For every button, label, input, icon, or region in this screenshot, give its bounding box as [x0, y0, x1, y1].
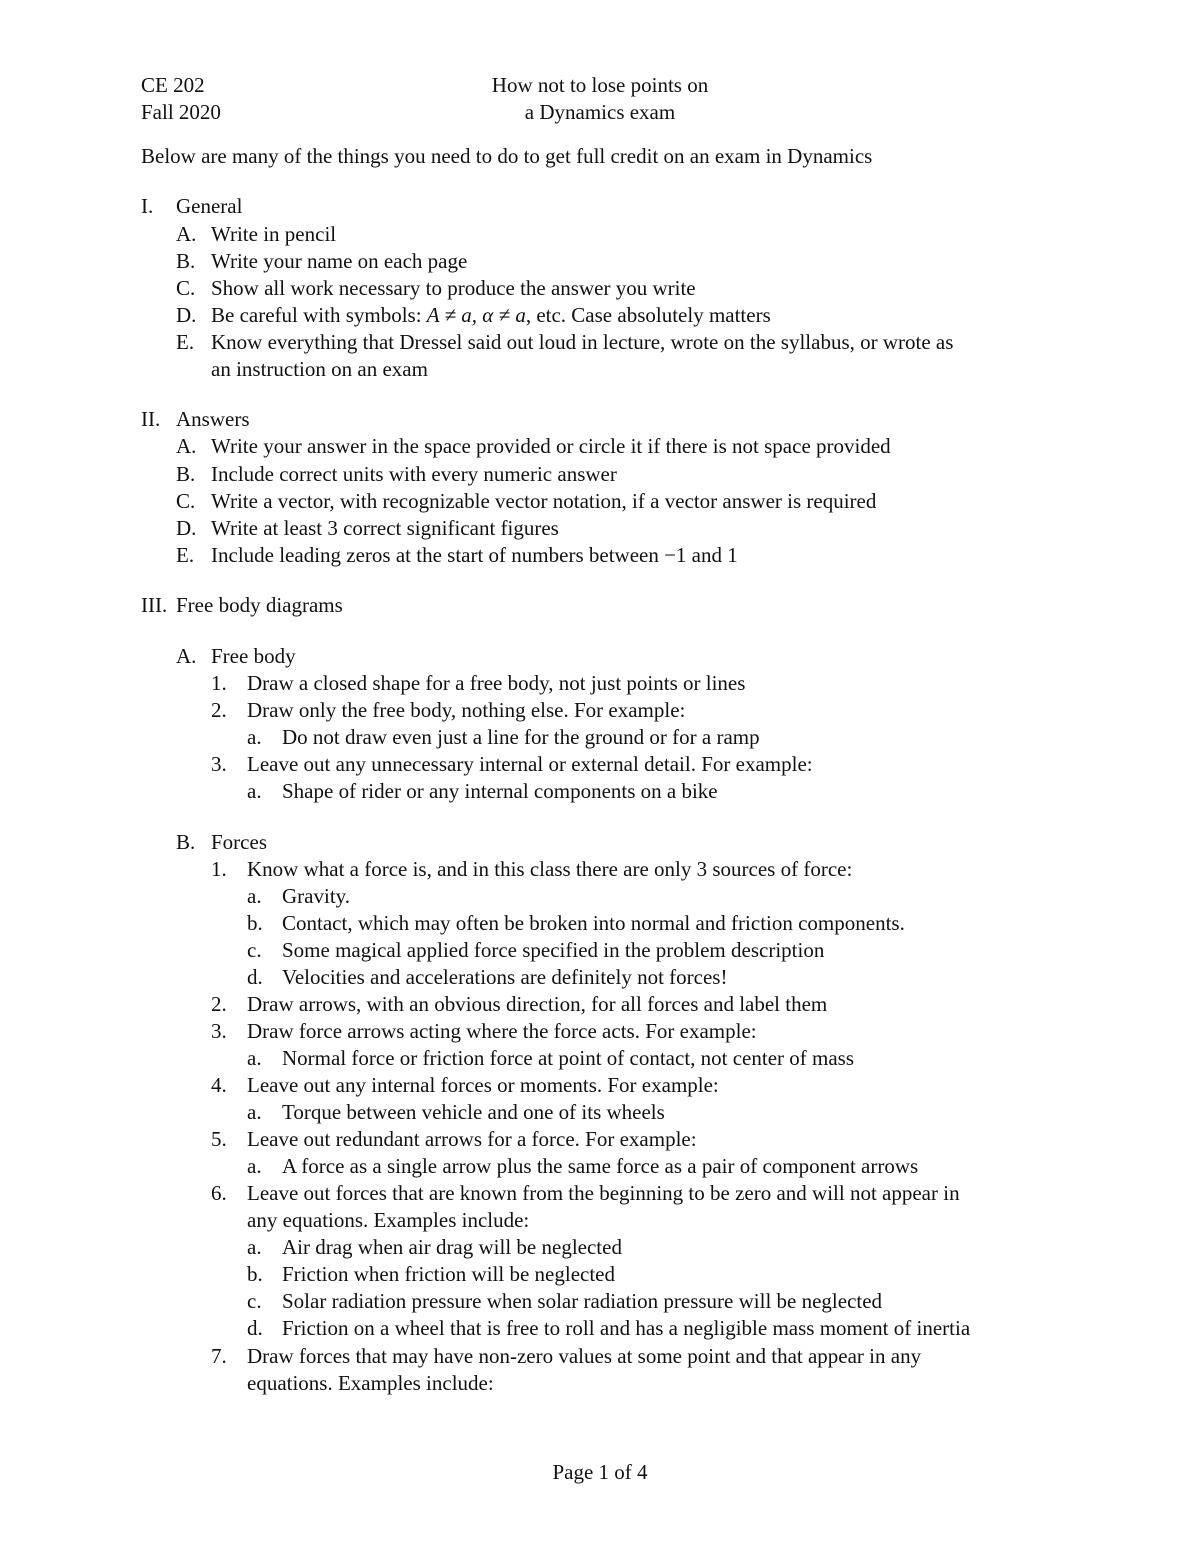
outline-marker: a. — [247, 1154, 262, 1178]
outline-marker: 2. — [211, 698, 227, 722]
outline-text: Leave out forces that are known from the beginning to be zero and will not appear in — [247, 1181, 960, 1205]
outline-text: Free body — [211, 644, 296, 668]
outline-marker: 5. — [211, 1127, 227, 1151]
outline-text: Velocities and accelerations are definitely not forces! — [282, 965, 728, 989]
outline-text: Leave out any internal forces or moments. For example: — [247, 1073, 719, 1097]
outline-text: General — [176, 194, 243, 218]
outline-text: Know what a force is, and in this class there are only 3 sources of force: — [247, 857, 853, 881]
outline-marker: 6. — [211, 1181, 227, 1205]
outline-text: Write a vector, with recognizable vector notation, if a vector answer is required — [211, 489, 877, 513]
outline-text: A force as a single arrow plus the same force as a pair of component arrows — [282, 1154, 919, 1178]
outline-text: Write at least 3 correct significant figures — [211, 516, 559, 540]
outline-text: Torque between vehicle and one of its wheels — [282, 1100, 665, 1124]
outline-marker: a. — [247, 1046, 262, 1070]
outline-marker: b. — [247, 911, 263, 935]
outline-text: Gravity. — [282, 884, 351, 908]
outline-text: Normal force or friction force at point of contact, not center of mass — [282, 1046, 855, 1070]
outline-text: Draw forces that may have non-zero values at some point and that appear in any — [247, 1344, 922, 1368]
outline-marker: a. — [247, 884, 262, 908]
outline-text: Friction when friction will be neglected — [282, 1262, 615, 1286]
outline-text: Some magical applied force specified in the problem description — [282, 938, 825, 962]
outline-marker: 1. — [211, 857, 227, 881]
outline-marker: a. — [247, 1100, 262, 1124]
course-code: CE 202 — [141, 73, 205, 97]
outline-text: Draw force arrows acting where the force acts. For example: — [247, 1019, 757, 1043]
outline-marker: b. — [247, 1262, 263, 1286]
outline-marker: C. — [176, 489, 196, 513]
outline-marker: I. — [141, 194, 154, 218]
outline-marker: E. — [176, 330, 195, 354]
outline-marker: c. — [247, 1289, 262, 1313]
outline-text: Include leading zeros at the start of numbers between −1 and 1 — [211, 543, 738, 567]
header-title — [480, 72, 720, 126]
outline-text: Write in pencil — [211, 222, 337, 246]
title-line-1: How not to lose points on — [491, 73, 709, 97]
outline-text: equations. Examples include: — [247, 1371, 494, 1395]
outline-marker: 1. — [211, 671, 227, 695]
outline-marker: 2. — [211, 992, 227, 1016]
outline-text: Draw arrows, with an obvious direction, for all forces and label them — [247, 992, 828, 1016]
outline-text: Include correct units with every numeric answer — [211, 462, 617, 486]
outline-text: Know everything that Dressel said out loud in lecture, wrote on the syllabus, or wrote as — [211, 330, 954, 354]
outline-text: Answers — [176, 407, 250, 431]
outline-text: Do not draw even just a line for the ground or for a ramp — [282, 725, 760, 749]
outline-marker: 7. — [211, 1344, 227, 1368]
outline-marker: d. — [247, 1316, 263, 1340]
outline-marker: 4. — [211, 1073, 227, 1097]
outline-text: Friction on a wheel that is free to roll and has a negligible mass moment of inertia — [282, 1316, 971, 1340]
outline-marker: C. — [176, 276, 196, 300]
page-number: Page 1 of 4 — [552, 1460, 648, 1484]
outline-marker: B. — [176, 462, 196, 486]
outline-text: Draw a closed shape for a free body, not just points or lines — [247, 671, 746, 695]
term: Fall 2020 — [141, 100, 221, 124]
outline-text: Write your answer in the space provided or circle it if there is not space provided — [211, 434, 891, 458]
outline-text: Leave out redundant arrows for a force. For example: — [247, 1127, 697, 1151]
outline-marker: A. — [176, 644, 197, 668]
outline-text: any equations. Examples include: — [247, 1208, 530, 1232]
intro-text: Below are many of the things you need to do to get full credit on an exam in Dynamics — [141, 144, 873, 168]
outline-text: Solar radiation pressure when solar radiation pressure will be neglected — [282, 1289, 883, 1313]
outline-marker: II. — [141, 407, 161, 431]
outline-marker: d. — [247, 965, 263, 989]
outline-text: Contact, which may often be broken into normal and friction components. — [282, 911, 905, 935]
header-left — [141, 72, 221, 126]
outline-marker: a. — [247, 1235, 262, 1259]
outline-text: an instruction on an exam — [211, 357, 428, 381]
outline-text: Show all work necessary to produce the answer you write — [211, 276, 696, 300]
outline-marker: D. — [176, 303, 197, 327]
outline-text: Write your name on each page — [211, 249, 468, 273]
outline-marker: E. — [176, 543, 195, 567]
outline-marker: B. — [176, 249, 196, 273]
title-line-2: a Dynamics exam — [524, 100, 676, 124]
outline-text: Air drag when air drag will be neglected — [282, 1235, 622, 1259]
outline-text: Free body diagrams — [176, 593, 343, 617]
outline-text: Leave out any unnecessary internal or external detail. For example: — [247, 752, 813, 776]
outline-marker: III. — [141, 593, 168, 617]
outline-marker: B. — [176, 830, 196, 854]
outline-text: Forces — [211, 830, 267, 854]
outline-text: Draw only the free body, nothing else. For example: — [247, 698, 686, 722]
outline-marker: a. — [247, 779, 262, 803]
outline-marker: A. — [176, 434, 197, 458]
outline-marker: a. — [247, 725, 262, 749]
outline-marker: 3. — [211, 752, 227, 776]
outline-marker: c. — [247, 938, 262, 962]
outline-text: Be careful with symbols: A ≠ a, α ≠ a, etc. Case absolutely matters — [211, 303, 771, 327]
outline-marker: 3. — [211, 1019, 227, 1043]
outline-text: Shape of rider or any internal components on a bike — [282, 779, 718, 803]
outline-marker: A. — [176, 222, 197, 246]
outline-marker: D. — [176, 516, 197, 540]
